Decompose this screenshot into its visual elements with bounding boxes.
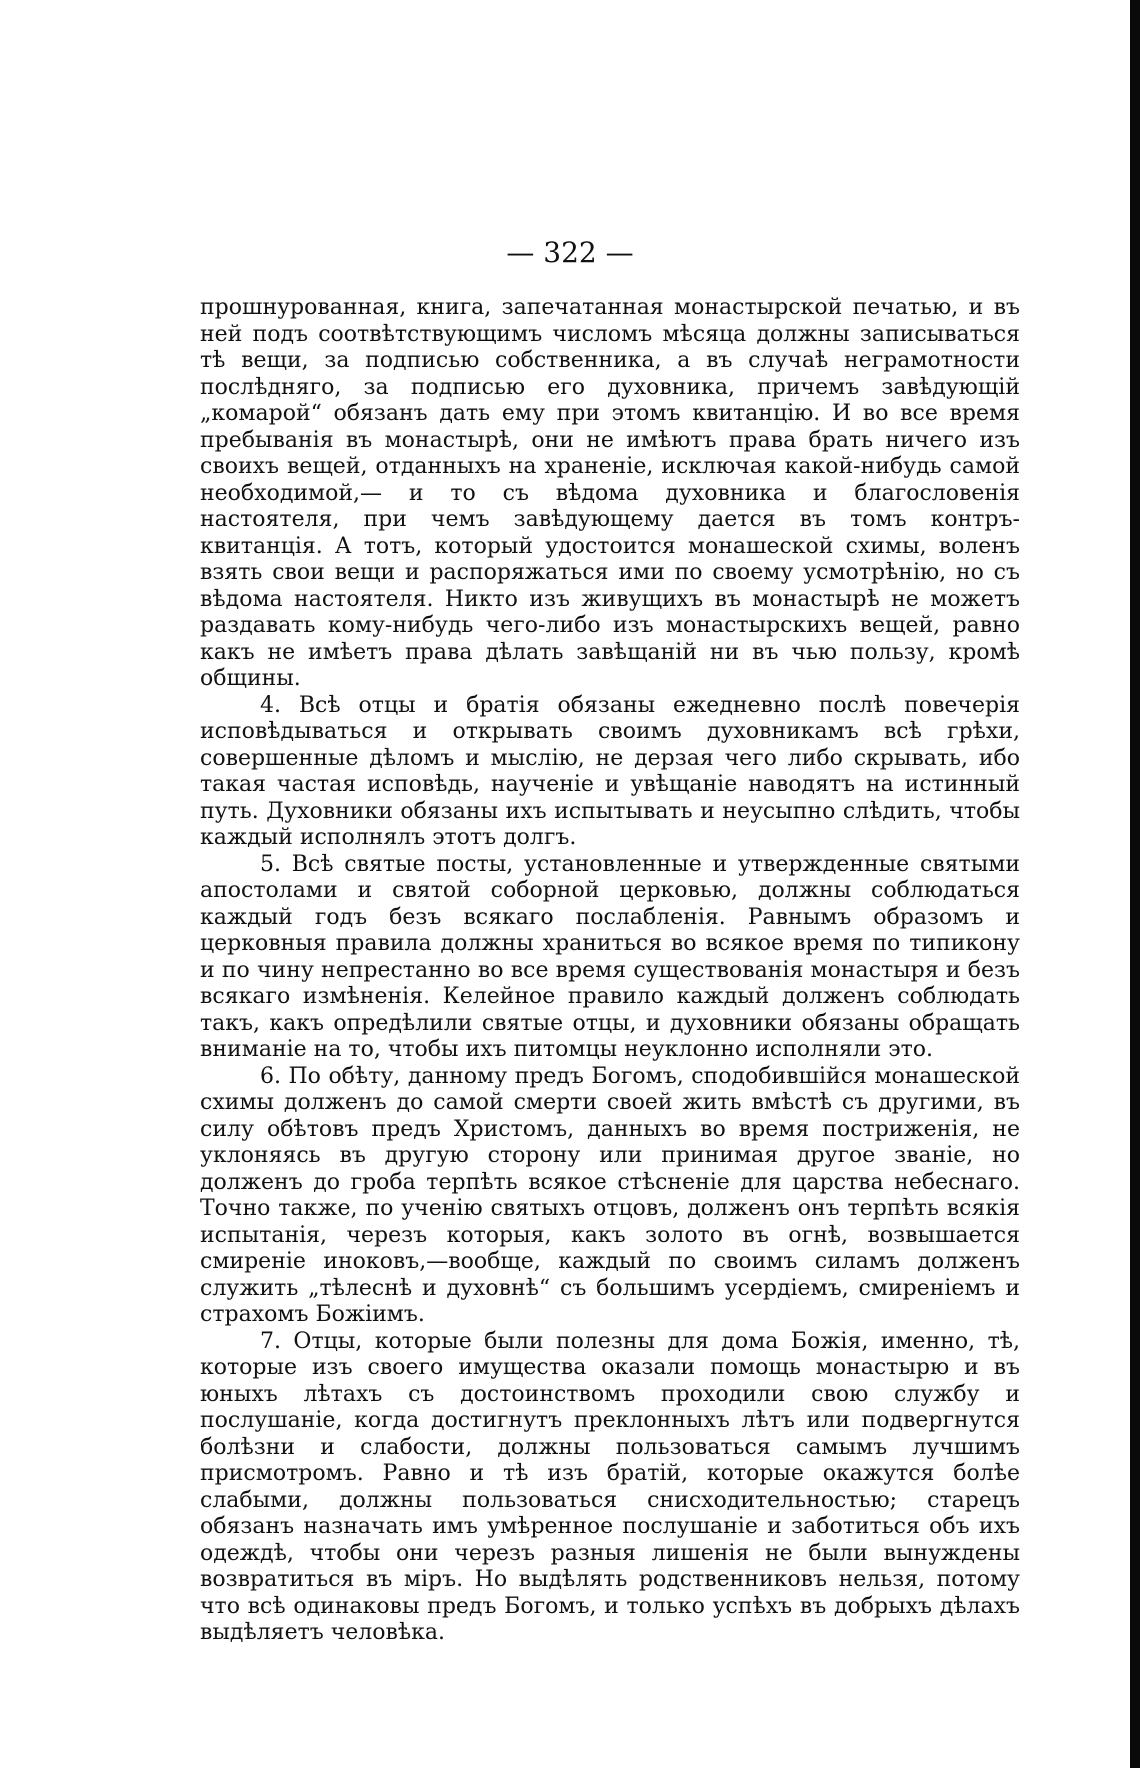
text-body [200,295,1020,1647]
page-number: — 322 — [506,236,634,269]
paragraph-7: 7. Отцы, которые были полезны для дома Божія, именно, тѣ, которые изъ своего имущества оказали помощь монастырю и въ юныхъ лѣтахъ съ достоинствомъ проходили свою службу и послушаніе, когда достигнутъ преклонныхъ лѣтъ или подвергнутся болѣзни и слабости, должны пользоваться самымъ лучшимъ присмотромъ. Равно и тѣ изъ братій, которые окажутся болѣе слабыми, должны пользоваться снисходительностью; старецъ обязанъ назначать имъ умѣренное послушаніе и заботиться объ ихъ одеждѣ, чтобы они черезъ разныя лишенія не были вынуждены возвратиться въ міръ. Но выдѣлять родственниковъ нельзя, потому что всѣ одинаковы предъ Богомъ, и только успѣхъ въ добрыхъ дѣлахъ выдѣляетъ человѣка. [200,1328,1020,1645]
paragraph-5: 5. Всѣ святые посты, установленные и утвержденные святыми апостолами и святой соборной церковью, должны соблюдаться каждый годъ безъ всякаго послабленія. Равнымъ образомъ и церковныя правила должны храниться во всякое время по типикону и по чину непрестанно во все время существованія монастыря и безъ всякаго измѣненія. Келейное правило каждый долженъ соблюдать такъ, какъ опредѣлили святые отцы, и духовники обязаны обращать вниманіе на то, чтобы ихъ питомцы неуклонно исполняли это. [200,851,1020,1062]
paragraph-6: 6. По обѣту, данному предъ Богомъ, сподобившійся монашеской схимы долженъ до самой смерти своей жить вмѣстѣ съ другими, въ силу обѣтовъ предъ Христомъ, данныхъ во время постриженія, не уклоняясь въ другую сторону или принимая другое званіе, но долженъ до гроба терпѣть всякое стѣсненіе для царства небеснаго. Точно также, по ученію святыхъ отцовъ, долженъ онъ терпѣть всякія испытанія, черезъ которыя, какъ золото въ огнѣ, возвышается смиреніе иноковъ,—вообще, каждый по своимъ силамъ долженъ служить „тѣлеснѣ и духовнѣ“ съ большимъ усердіемъ, смиреніемъ и страхомъ Божіимъ. [200,1063,1020,1327]
paragraph-continuation: прошнурованная, книга, запечатанная монастырской печатью, и въ ней подъ соотвѣтствующимъ числомъ мѣсяца должны записываться тѣ вещи, за подписью собственника, а въ случаѣ неграмотности послѣдняго, за подписью его духовника, причемъ завѣдующій „комарой“ обязанъ дать ему при этомъ квитанцію. И во все время пребыванія въ монастырѣ, они не имѣютъ права брать ничего изъ своихъ вещей, отданныхъ на храненіе, исключая какой-нибудь самой необходимой,— и то съ вѣдома духовника и благословенія настоятеля, при чемъ завѣдующему дается въ томъ контръ-квитанція. А тотъ, который удостоится монашеской схимы, воленъ взять свои вещи и распоряжаться ими по своему усмотрѣнію, но съ вѣдома настоятеля. Никто изъ живущихъ въ монастырѣ не можетъ раздавать кому-нибудь чего-либо изъ монастырскихъ вещей, равно какъ не имѣетъ права дѣлать завѣщаній ни въ чью пользу, кромѣ общины. [200,295,1020,691]
paragraph-4: 4. Всѣ отцы и братія обязаны ежедневно послѣ повечерія исповѣдываться и открывать своимъ духовникамъ всѣ грѣхи, совершенные дѣломъ и мыслію, не дерзая чего либо скрывать, ибо такая частая исповѣдь, наученіе и увѣщаніе наводятъ на истинный путь. Духовники обязаны ихъ испытывать и неусыпно слѣдить, чтобы каждый исполнялъ этотъ долгъ. [200,692,1020,850]
